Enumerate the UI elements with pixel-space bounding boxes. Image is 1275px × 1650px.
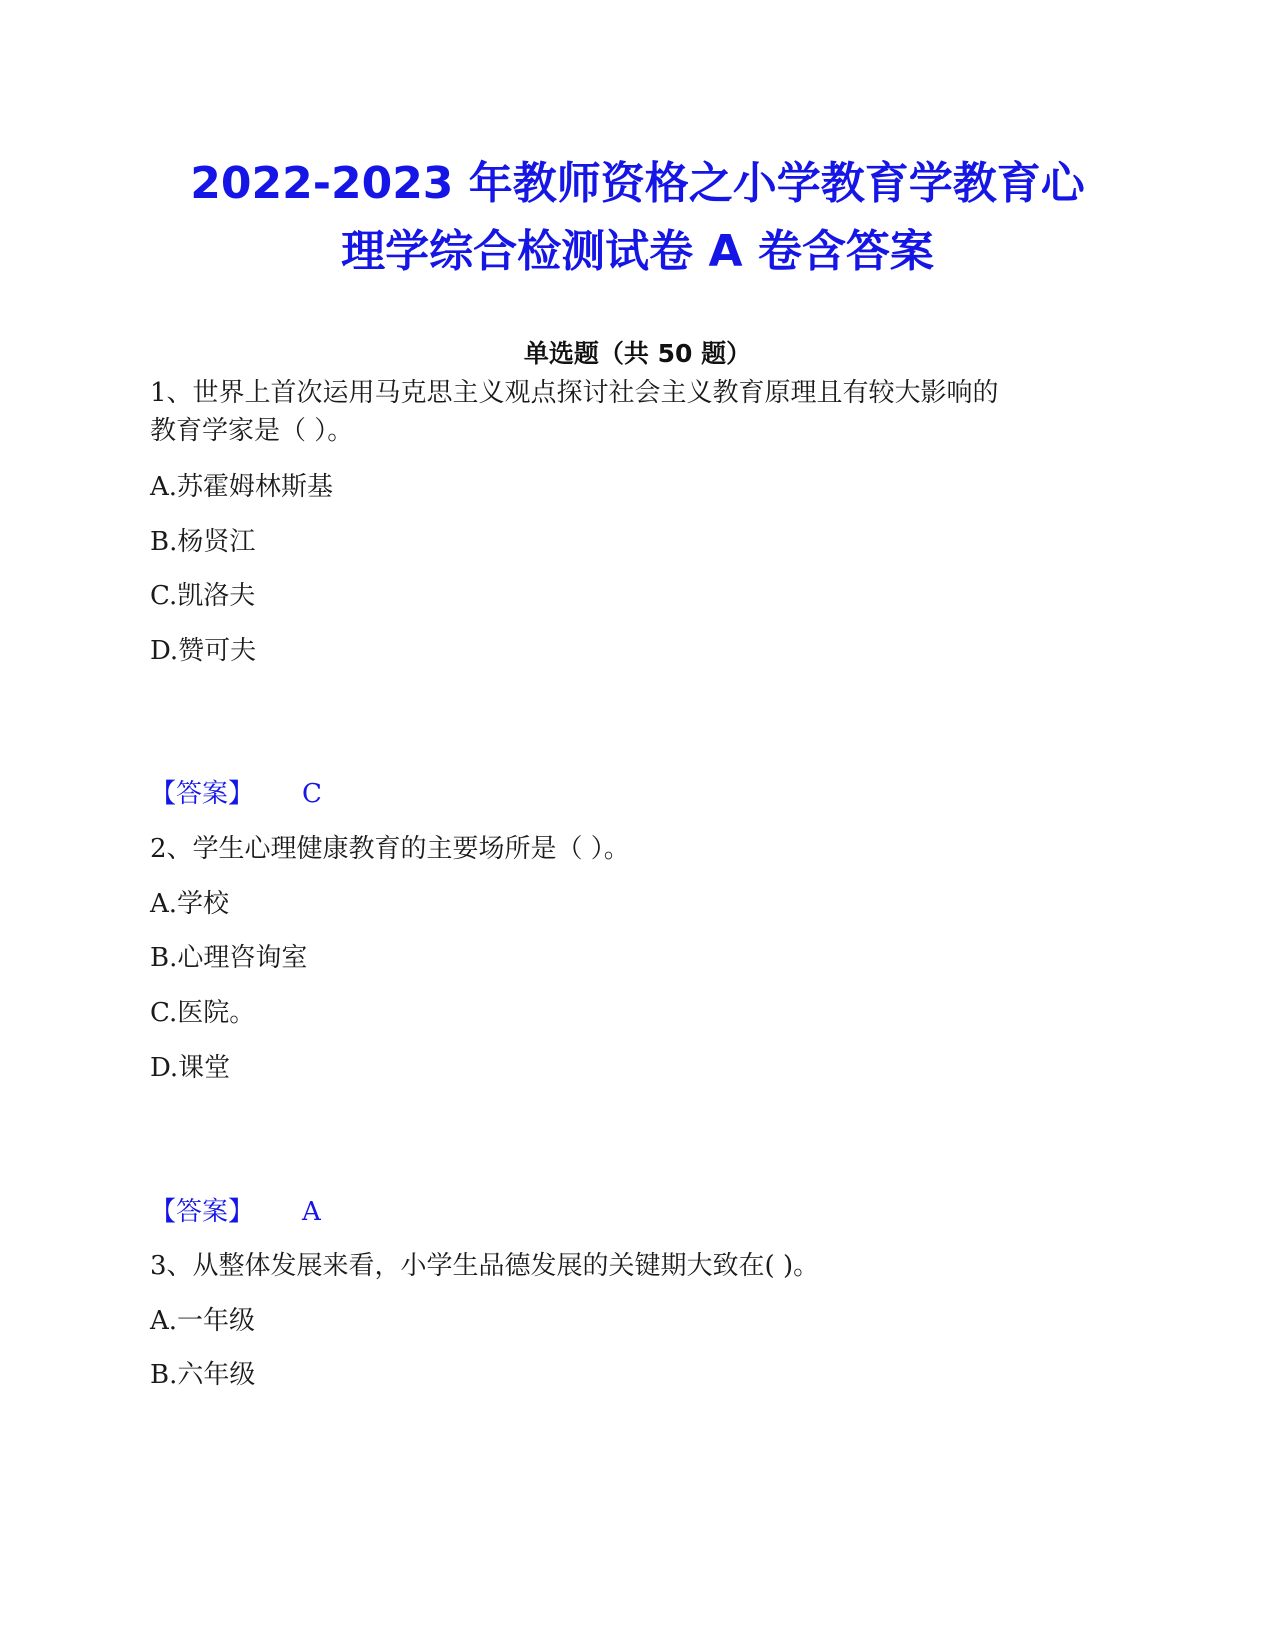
question-1-answer [150, 776, 322, 812]
answer-value: A [302, 1197, 321, 1227]
title-line-2: 理学综合检测试卷 A 卷含答案 [341, 226, 934, 277]
document-title [120, 150, 1155, 286]
question-1-option-c: C.凯洛夫 [150, 581, 256, 611]
section-heading: 单选题（共 50 题） [523, 339, 752, 368]
question-2-answer [150, 1194, 321, 1230]
question-3-stem: 3、从整体发展来看，小学生品德发展的关键期大致在( )。 [150, 1251, 820, 1281]
question-1-stem-line-2: 教育学家是（ ）。 [150, 416, 354, 446]
question-2-option-a: A.学校 [150, 889, 230, 919]
answer-value: C [302, 779, 322, 809]
question-2-option-d: D.课堂 [150, 1053, 231, 1083]
question-2-option-c: C.医院。 [150, 998, 256, 1028]
question-2-stem: 2、学生心理健康教育的主要场所是（ ）。 [150, 834, 630, 864]
title-line-1: 2022-2023 年教师资格之小学教育学教育心 [190, 158, 1085, 209]
question-1-option-d: D.赞可夫 [150, 636, 257, 666]
answer-label: 【答案】 [150, 1197, 255, 1227]
question-1-stem-line-1: 1、世界上首次运用马克思主义观点探讨社会主义教育原理且有较大影响的 [150, 378, 999, 408]
question-3-option-a: A.一年级 [150, 1306, 256, 1336]
question-1-option-b: B.杨贤江 [150, 527, 256, 557]
answer-label: 【答案】 [150, 779, 255, 809]
question-2-option-b: B.心理咨询室 [150, 943, 308, 973]
question-3-option-b: B.六年级 [150, 1360, 256, 1390]
question-1-option-a: A.苏霍姆林斯基 [150, 472, 334, 502]
